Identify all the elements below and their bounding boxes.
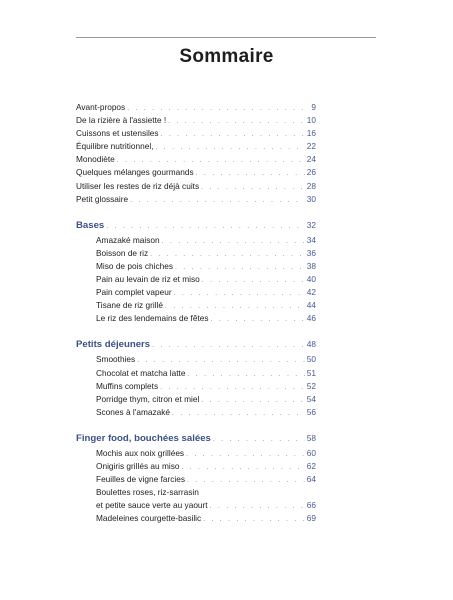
toc-entry[interactable] [76, 247, 316, 260]
toc-entry-page: 36 [306, 247, 316, 258]
toc-entry-page: 16 [306, 128, 316, 139]
page-title: Sommaire [179, 46, 274, 67]
section-page: 32 [306, 219, 316, 230]
toc-entry-label: Monodiète [76, 154, 115, 165]
toc-entry-page: 56 [306, 406, 316, 417]
toc-entry[interactable] [76, 153, 316, 166]
toc-entry[interactable] [76, 127, 316, 140]
toc-entry-label: Madeleines courgette-basilic [96, 513, 202, 524]
toc-entry[interactable] [76, 180, 316, 193]
toc-entry-label: Le riz des lendemains de fêtes [96, 313, 209, 324]
toc-entry[interactable] [76, 193, 316, 206]
toc-entry-label: Équilibre nutritionnel, [76, 141, 154, 152]
toc-entry-label: Petit glossaire [76, 193, 129, 204]
dot-leader [211, 313, 305, 326]
toc-entry-label: Boisson de riz [96, 247, 149, 258]
toc-entry-label: De la rizière à l'assiette ! [76, 115, 167, 126]
toc-entry[interactable] [76, 140, 316, 153]
toc-entry-page: 42 [306, 287, 316, 298]
toc-entry-page: 44 [306, 300, 316, 311]
dot-leader [196, 167, 305, 180]
toc-entry-page: 69 [306, 513, 316, 524]
toc-entry-label: Muffins complets [96, 380, 159, 391]
dot-leader [210, 500, 305, 513]
dot-leader [172, 407, 305, 420]
section-page: 58 [306, 432, 316, 443]
dot-leader [202, 274, 305, 287]
toc-entry-label: Chocolat et matcha latte [96, 367, 186, 378]
toc-entry[interactable] [76, 273, 316, 286]
toc-entry-page: 28 [306, 180, 316, 191]
toc-entry-page: 46 [306, 313, 316, 324]
toc-entry[interactable] [76, 380, 316, 393]
toc-entry-label: Utiliser les restes de riz déjà cuits [76, 180, 200, 191]
toc-entry-page: 24 [306, 154, 316, 165]
toc-entry-label: Quelques mélanges gourmands [76, 167, 194, 178]
section-finger-food [76, 431, 316, 526]
toc-entry[interactable] [76, 286, 316, 299]
toc-entry-page: 60 [306, 447, 316, 458]
toc-entry-label: Smoothies [96, 354, 136, 365]
dot-leader [155, 141, 304, 154]
toc-entry-label: Amazaké maison [96, 234, 160, 245]
toc-entry-page: 50 [306, 354, 316, 365]
section-heading[interactable] [76, 337, 316, 351]
toc-entry-label: Miso de pois chiches [96, 260, 174, 271]
toc-entry-page: 9 [311, 102, 316, 112]
toc-entry[interactable] [76, 473, 316, 486]
toc-entry-page: 64 [306, 474, 316, 485]
toc-entry-label: Scones à l'amazaké [96, 406, 170, 417]
toc-entry-label: Onigiris grillés au miso [96, 460, 180, 471]
toc-entry[interactable] [76, 460, 316, 473]
dot-leader [174, 287, 305, 300]
toc-entry[interactable] [76, 101, 316, 114]
toc-entry[interactable] [76, 406, 316, 419]
section-heading[interactable] [76, 218, 316, 232]
toc-entry[interactable] [76, 447, 316, 460]
toc-entry-page: 34 [306, 234, 316, 245]
section-title: Finger food, bouchées salées [76, 432, 211, 444]
section-title: Petits déjeuners [76, 339, 151, 351]
dot-leader [203, 513, 305, 526]
toc-entry-page: 51 [306, 367, 316, 378]
top-rule [76, 37, 376, 38]
toc-entry[interactable] [76, 114, 316, 127]
toc-entry-page: 26 [306, 167, 316, 178]
toc-entry[interactable] [76, 367, 316, 380]
toc-entry-page: 52 [306, 380, 316, 391]
toc-entry[interactable] [76, 166, 316, 179]
toc-entry-label: Mochis aux noix grillées [96, 447, 185, 458]
toc-entry-page: 30 [306, 193, 316, 204]
toc-entry-page: 22 [306, 141, 316, 152]
toc-entry-label: Cuissons et ustensiles [76, 128, 159, 139]
toc-entry-label: Porridge thym, citron et miel [96, 393, 200, 404]
dot-leader [161, 128, 305, 141]
toc-entry-label: Feuilles de vigne farcies [96, 474, 186, 485]
dot-leader [213, 433, 305, 447]
toc-entry[interactable] [76, 486, 316, 499]
dot-leader [201, 394, 304, 407]
toc-entry-label: Pain complet vapeur [96, 287, 172, 298]
table-of-contents [76, 101, 316, 525]
toc-entry-page: 66 [306, 500, 316, 511]
dot-leader [186, 448, 305, 461]
toc-entry[interactable] [76, 234, 316, 247]
toc-entry[interactable] [76, 260, 316, 273]
toc-entry-page: 40 [306, 274, 316, 285]
toc-entry-label: Tisane de riz grillé [96, 300, 164, 311]
toc-entry-page: 62 [306, 460, 316, 471]
section-heading[interactable] [76, 431, 316, 445]
section-page: 48 [306, 339, 316, 350]
dot-leader [106, 220, 304, 234]
toc-entry[interactable] [76, 312, 316, 325]
intro-list [76, 101, 316, 206]
dot-leader [130, 194, 305, 207]
toc-entry[interactable] [76, 512, 316, 525]
dot-leader [187, 474, 305, 487]
toc-entry-label: Boulettes roses, riz-sarrasin [96, 487, 199, 498]
section-title: Bases [76, 219, 105, 231]
dot-leader [162, 235, 305, 248]
toc-entry-page: 54 [306, 393, 316, 404]
toc-entry-label: Avant-propos [76, 102, 126, 112]
toc-entry[interactable] [76, 499, 316, 512]
toc-entry[interactable] [76, 353, 316, 366]
toc-entry-label: et petite sauce verte au yaourt [96, 500, 208, 511]
dot-leader [201, 181, 305, 194]
dot-leader [152, 339, 305, 353]
toc-entry-page: 38 [306, 260, 316, 271]
toc-entry-page: 10 [306, 115, 316, 126]
toc-entry[interactable] [76, 393, 316, 406]
dot-leader [168, 115, 305, 128]
dot-leader [150, 248, 305, 261]
dot-leader [187, 368, 304, 381]
dot-leader [181, 461, 304, 474]
toc-entry-label: Pain au levain de riz et miso [96, 274, 200, 285]
section-petits-dejeuners [76, 337, 316, 418]
toc-entry[interactable] [76, 299, 316, 312]
section-bases [76, 218, 316, 326]
